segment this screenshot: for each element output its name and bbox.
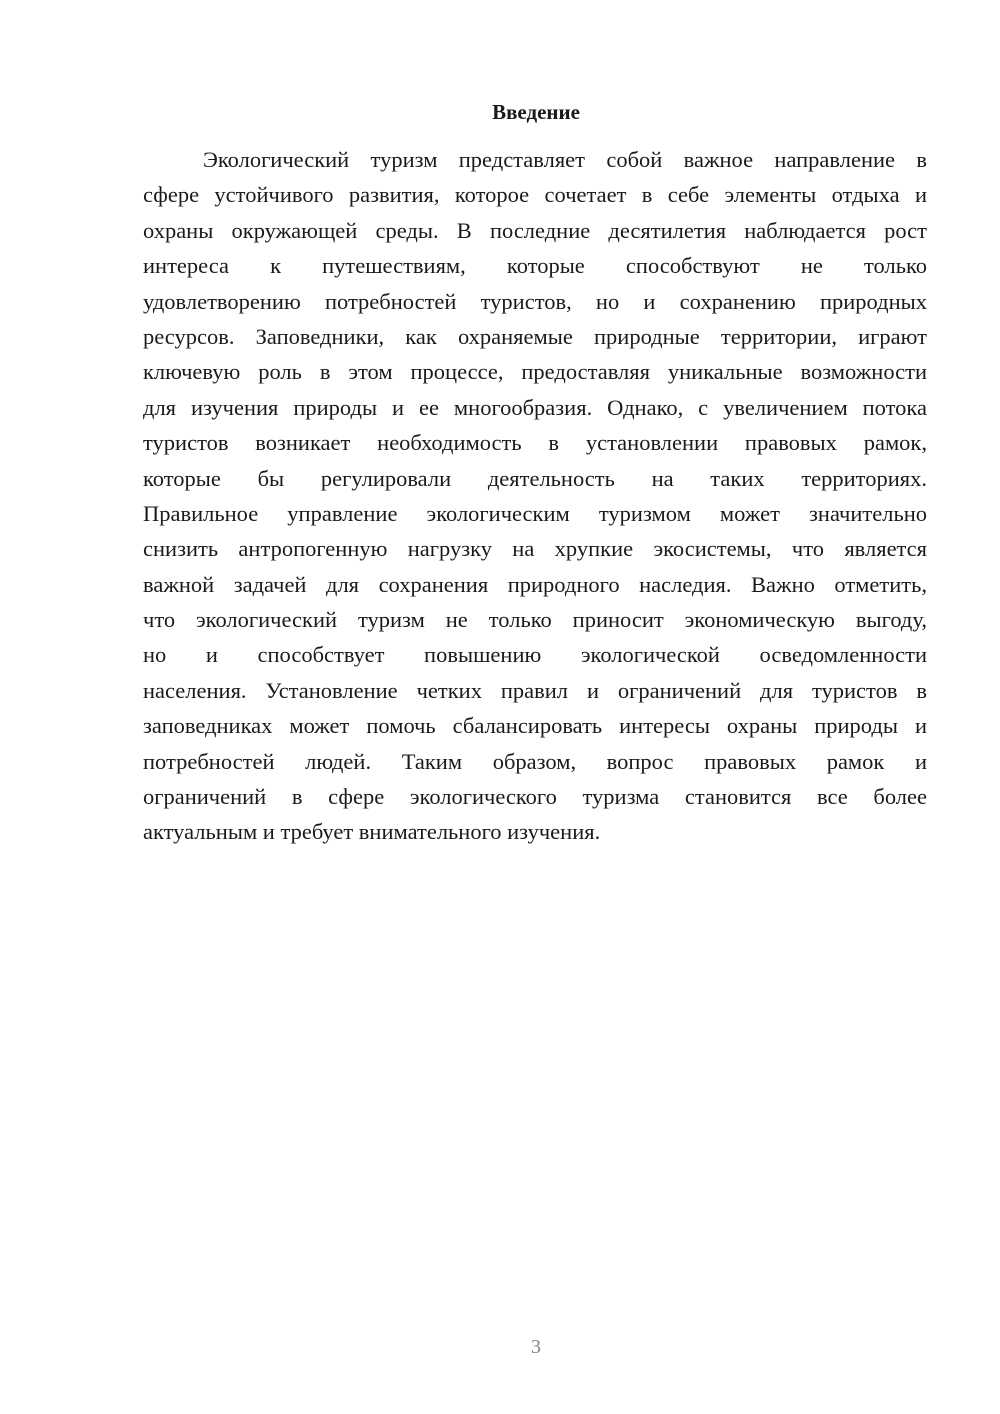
paragraph-line: важной задачей для сохранения природного наследия. Важно отметить,	[143, 571, 927, 597]
paragraph-line: ограничений в сфере экологического туризма становится все более	[143, 784, 927, 810]
paragraph-line: населения. Установление четких правил и ограничений для туристов в	[143, 677, 927, 703]
paragraph-line: охраны окружающей среды. В последние десятилетия наблюдается рост	[143, 217, 927, 243]
paragraph-line: удовлетворению потребностей туристов, но и сохранению природных	[143, 288, 927, 314]
paragraph-line: что экологический туризм не только приносит экономическую выгоду,	[143, 607, 927, 633]
paragraph-line: которые бы регулировали деятельность на таких территориях.	[143, 465, 927, 491]
paragraph-line: интереса к путешествиям, которые способствуют не только	[143, 253, 927, 279]
paragraph-line: туристов возникает необходимость в установлении правовых рамок,	[143, 430, 927, 456]
paragraph-line: Правильное управление экологическим туризмом может значительно	[143, 500, 927, 526]
paragraph-line: Экологический туризм представляет собой важное направление в	[203, 147, 927, 172]
paragraph-line: сфере устойчивого развития, которое сочетает в себе элементы отдыха и	[143, 182, 927, 208]
paragraph-line: но и способствует повышению экологической осведомленности	[143, 642, 927, 668]
paragraph-line: актуальным и требует внимательного изучения.	[143, 819, 601, 845]
paragraph-line: для изучения природы и ее многообразия. Однако, с увеличением потока	[143, 394, 927, 420]
paragraph-line: ключевую роль в этом процессе, предоставляя уникальные возможности	[143, 359, 927, 385]
paragraph-line: заповедниках может помочь сбалансировать интересы охраны природы и	[143, 713, 927, 739]
paragraph-line: потребностей людей. Таким образом, вопрос правовых рамок и	[143, 748, 927, 774]
section-title: Введение	[492, 100, 580, 124]
paragraph-line: снизить антропогенную нагрузку на хрупкие экосистемы, что является	[143, 536, 927, 562]
paragraph-line: ресурсов. Заповедники, как охраняемые природные территории, играют	[143, 323, 927, 349]
intro-paragraph	[143, 142, 927, 850]
page-number: 3	[531, 1336, 541, 1358]
